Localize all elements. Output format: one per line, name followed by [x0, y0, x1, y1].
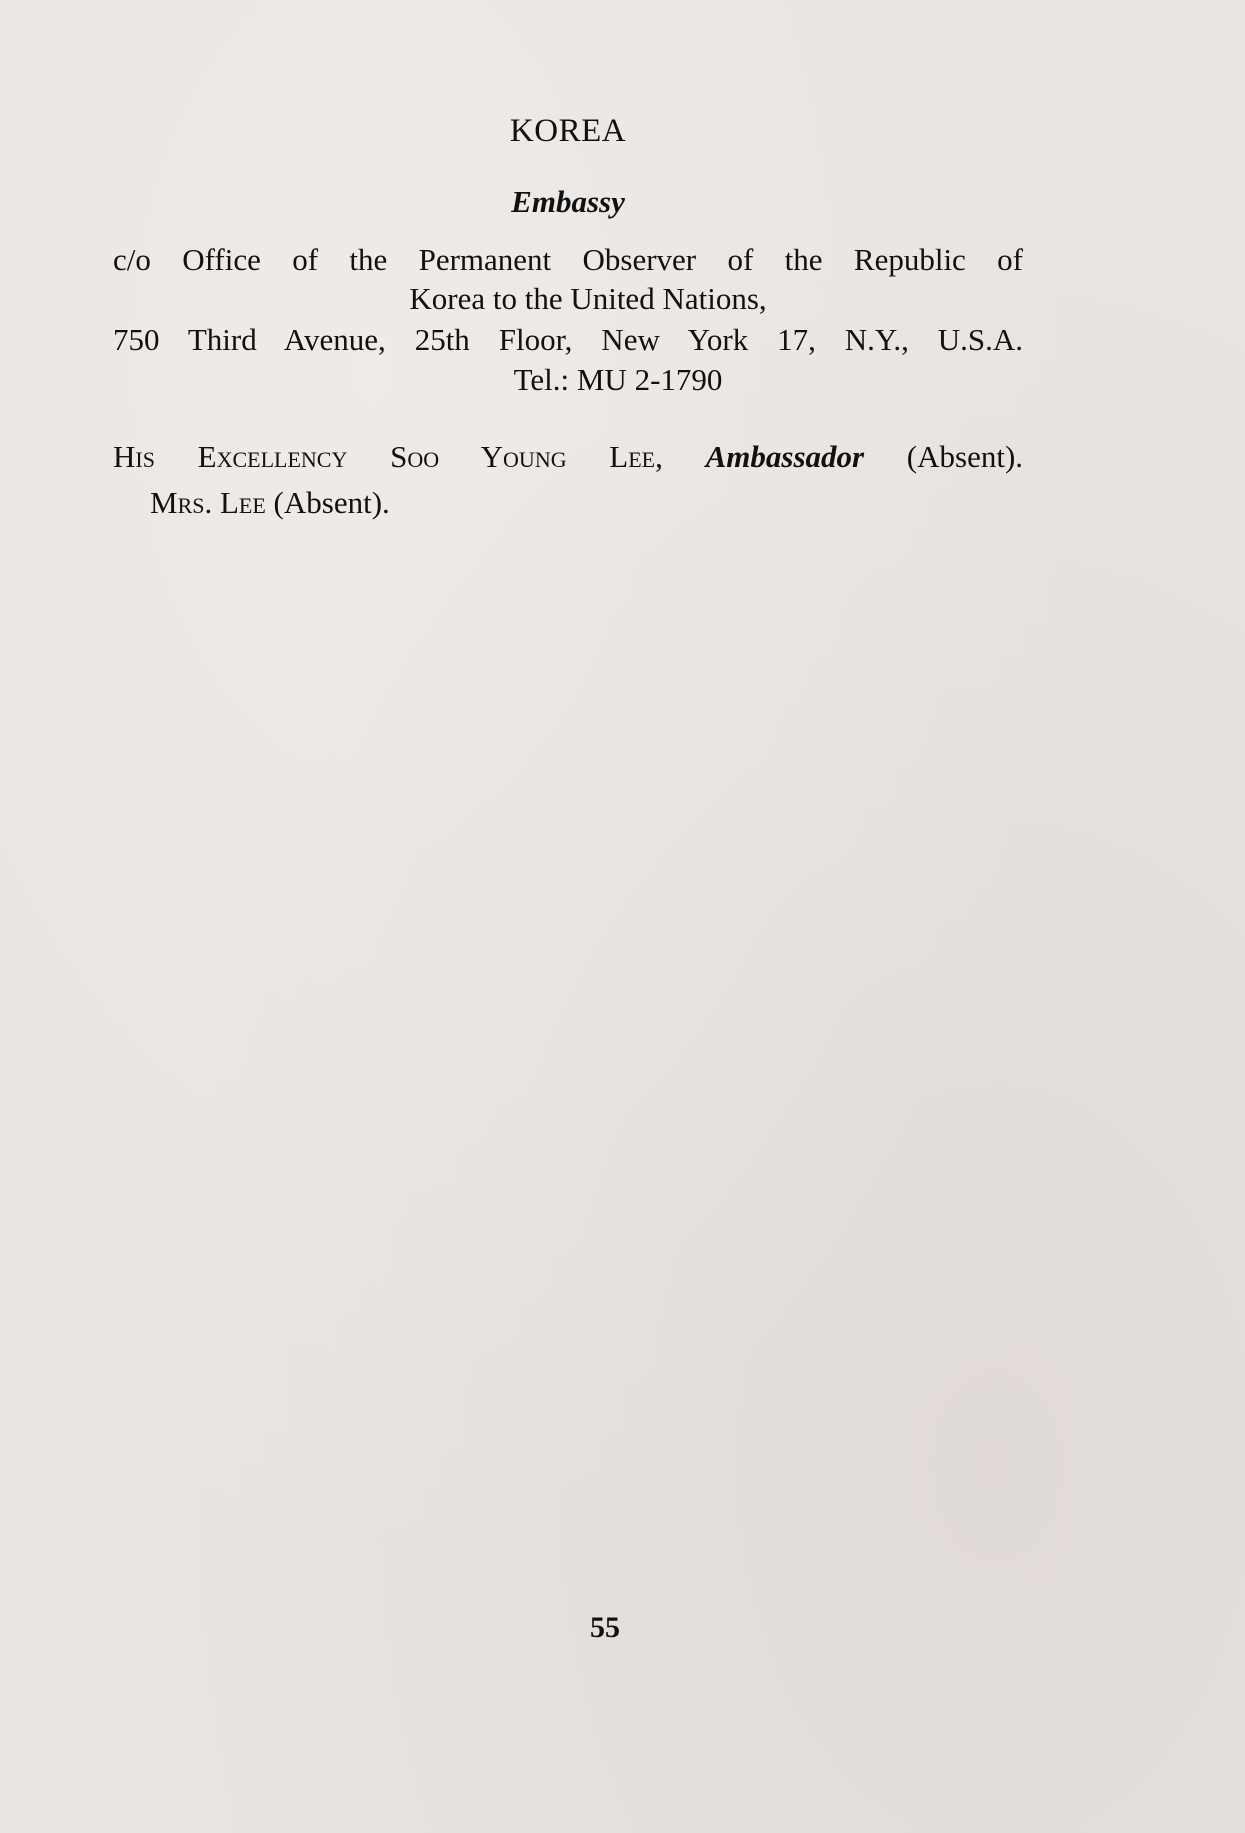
person-entry-ambassador	[113, 439, 1023, 475]
spouse-note: (Absent).	[273, 485, 390, 520]
country-heading: KOREA	[509, 113, 627, 149]
person-title: His Excellency	[113, 439, 348, 474]
telephone: Tel.: MU 2-1790	[513, 362, 723, 397]
address-line-1: c/o Office of the Permanent Observer of the Republic of	[113, 242, 1023, 277]
person-note: (Absent).	[906, 439, 1024, 474]
section-subtitle: Embassy	[511, 184, 625, 219]
address-line-1-continued: Korea to the United Nations,	[409, 281, 767, 316]
person-name: Soo Young Lee	[390, 439, 656, 474]
spouse-name: Mrs. Lee	[150, 485, 266, 520]
person-entry-spouse	[150, 485, 1060, 521]
page-number: 55	[590, 1611, 620, 1644]
comma: ,	[655, 439, 663, 474]
address-line-2: 750 Third Avenue, 25th Floor, New York 17, N.Y., U.S.A.	[113, 322, 1023, 357]
person-role: Ambassador	[705, 439, 865, 474]
